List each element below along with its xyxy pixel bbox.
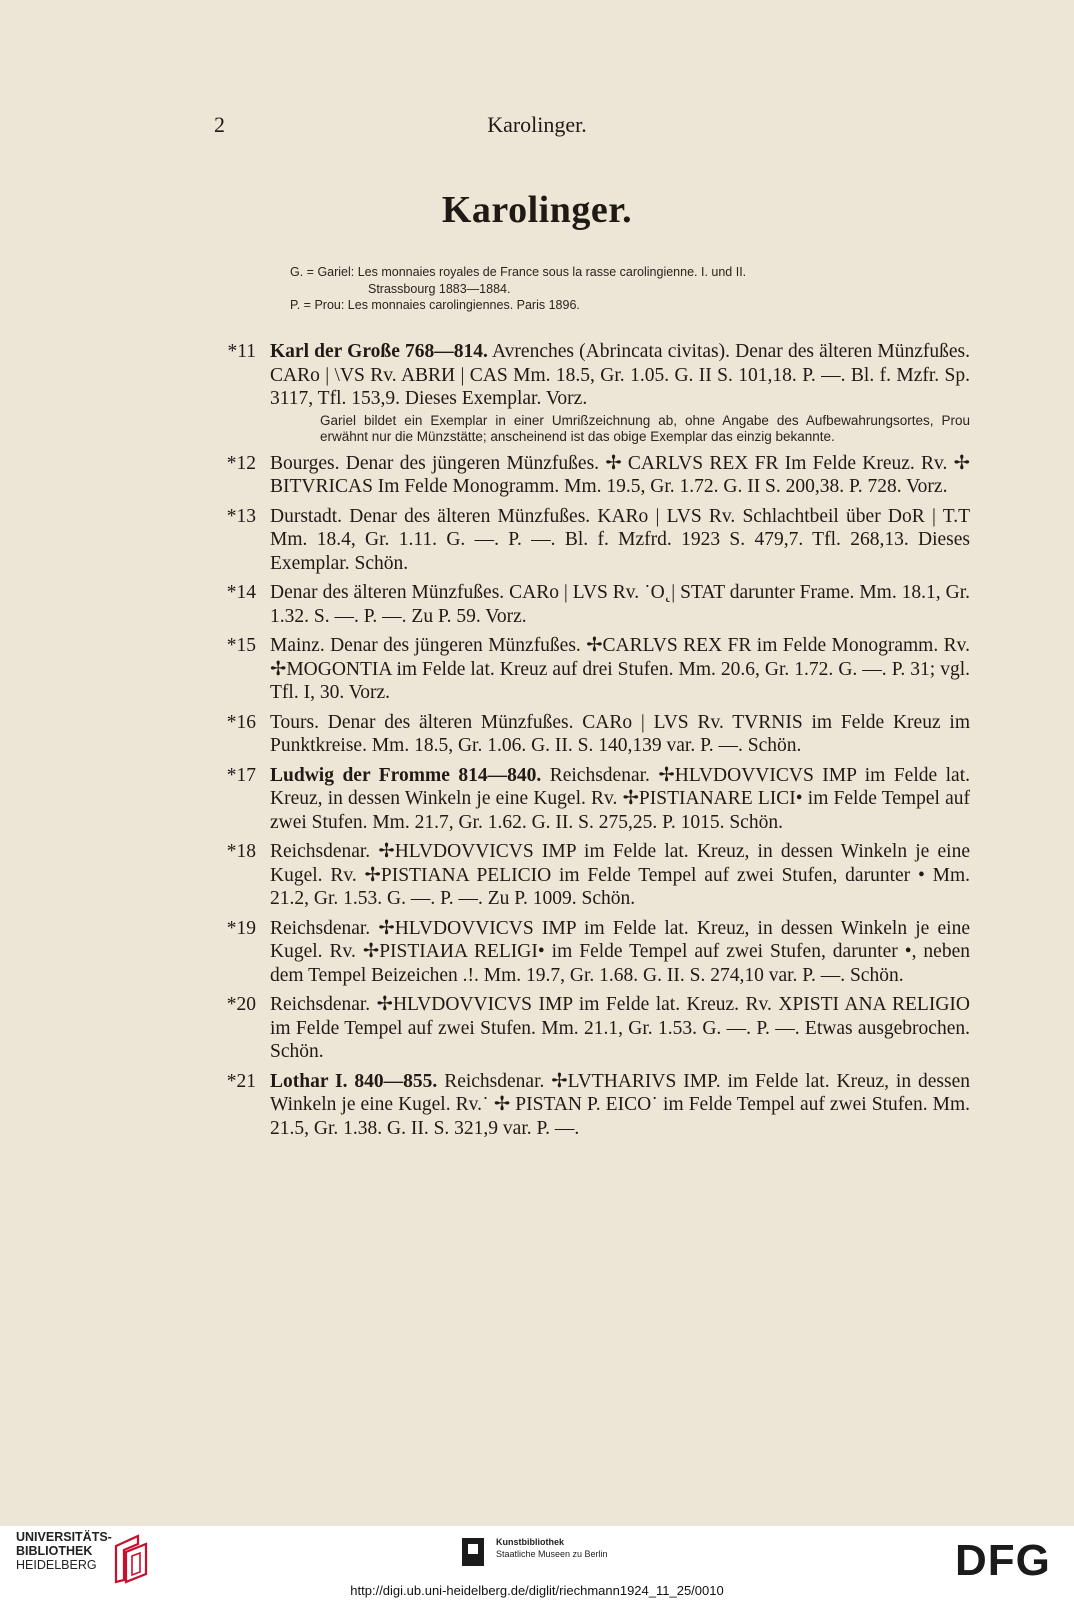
library-line: HEIDELBERG: [16, 1558, 97, 1572]
entry-description: Mainz. Denar des jüngeren Münzfußes. ✢CARLVS REX FR im Felde Monogramm. Rv. ✢MOGONTIA im Felde lat. Kreuz auf drei Stufen. Mm. 20.6, Gr. 1.72. G. —. P. 31; vgl. Tfl. I, 30. Vorz.: [270, 635, 970, 703]
entry-number: *15: [226, 635, 256, 656]
ruler-heading: Karl der Große 768—814.: [270, 341, 488, 362]
entry-number: *11: [227, 341, 256, 362]
entry-description: Reichsdenar. ✢LVTHARIVS IMP. im Felde lat. Kreuz, in dessen Winkeln je eine Kugel. Rv.˙ ✢ PISTAN P. EICO˙ im Felde Tempel auf zwei Stufen. Mm. 21.5, Gr. 1.38. G. II. S. 321,9 var. P. —.: [270, 1070, 970, 1139]
kb-line: Kunstbibliothek: [496, 1537, 564, 1547]
entry-description: Reichsdenar. ✢HLVDOVVICVS IMP im Felde lat. Kreuz. Rv. XPISTI ANA RELIGIO im Felde Tempel auf zwei Stufen. Mm. 21.1, Gr. 1.53. G. —. P. —. Etwas ausgebrochen. Schön.: [270, 994, 970, 1062]
entry-number: *14: [226, 582, 256, 603]
running-title: Karolinger.: [487, 112, 587, 137]
entry-number: *16: [226, 711, 256, 733]
entry-number: *20: [226, 994, 256, 1015]
entry-text: [270, 1070, 970, 1141]
entry-text: [270, 452, 970, 499]
library-line: UNIVERSITÄTS-: [16, 1530, 112, 1544]
entry-description: Reichsdenar. ✢HLVDOVVICVS IMP im Felde lat. Kreuz, in dessen Winkeln je eine Kugel. Rv. ✢PISTIANA PELICIO im Felde Tempel auf zwei Stufen, darunter • Mm. 21.2, Gr. 1.53. G. —. P. —. Zu P. 1009. Schön.: [270, 841, 970, 909]
catalog-entry: [210, 505, 970, 576]
university-library-logo-text: [16, 1530, 112, 1572]
entry-number: *17: [226, 764, 256, 786]
page-number: 2: [214, 112, 225, 137]
catalog-entry: [210, 634, 970, 705]
library-line: BIBLIOTHEK: [16, 1544, 93, 1558]
reference-line: P. = Prou: Les monnaies carolingiennes. Paris 1896.: [290, 298, 580, 312]
catalog-entry: [210, 840, 970, 911]
page-title: Karolinger.: [441, 189, 633, 231]
entry-description: Reichsdenar. ✢HLVDOVVICVS IMP im Felde lat. Kreuz, in dessen Winkeln je eine Kugel. Rv. ✢PISTIAИA RELIGI• im Felde Tempel auf zwei Stufen, darunter •, neben dem Tempel Beizeichen .!. Mm. 19.7, Gr. 1.68. G. II. S. 274,10 var. P. —. Schön.: [270, 917, 970, 986]
catalog-entry: [210, 1070, 970, 1141]
entry-text: [270, 711, 970, 758]
catalog-entry: [210, 993, 970, 1064]
entry-text: [270, 340, 970, 411]
running-header: [0, 112, 1074, 142]
entry-description: Tours. Denar des älteren Münzfußes. CARo | LVS Rv. TVRNIS im Felde Kreuz im Punktkreise. Mm. 18.5, Gr. 1.06. G. II. S. 140,139 var. P. —. Schön.: [270, 711, 970, 756]
entry-description: Bourges. Denar des jüngeren Münzfußes. ✢ CARLVS REX FR Im Felde Kreuz. Rv. ✢ BITVRICAS Im Felde Monogramm. Mm. 19.5, Gr. 1.72. G. II S. 200,38. P. 728. Vorz.: [270, 452, 970, 497]
entry-description: Reichsdenar. ✢HLVDOVVICVS IMP im Felde lat. Kreuz, in dessen Winkeln je eine Kugel. Rv. ✢PISTIANARE LICI• im Felde Tempel auf zwei Stufen. Mm. 21.7, Gr. 1.62. G. II. S. 275,25. P. 1015. Schön.: [270, 764, 970, 833]
kb-line: Staatliche Museen zu Berlin: [496, 1549, 608, 1559]
catalog-entry: [210, 764, 970, 835]
entry-number: *12: [226, 452, 256, 474]
entry-description: Denar des älteren Münzfußes. CARo | LVS Rv. ˙O˛| STAT darunter Frame. Mm. 18.1, Gr. 1.32. S. —. P. —. Zu P. 59. Vorz.: [270, 582, 970, 627]
entry-number: *19: [226, 917, 256, 939]
entry-text: [270, 917, 970, 988]
catalog-entries: [210, 340, 970, 1146]
entry-text: [270, 634, 970, 705]
catalog-entry: [210, 340, 970, 446]
entry-note: Gariel bildet ein Exemplar in einer Umrißzeichnung ab, ohne Angabe des Aufbewahrungsortes, Prou erwähnt nur die Münzstätte; anscheinend ist das obige Exemplar das einzig bekannte.: [320, 412, 970, 444]
catalog-entry: [210, 711, 970, 758]
catalog-entry: [210, 917, 970, 988]
entry-text: [270, 840, 970, 911]
reference-line: Strassbourg 1883—1884.: [368, 281, 511, 296]
catalog-entry: [210, 581, 970, 628]
entry-description: Durstadt. Denar des älteren Münzfußes. KARo | LVS Rv. Schlachtbeil über DoR | T.T Mm. 18.4, Gr. 1.11. G. —. P. —. Bl. f. Mzfrd. 1923 S. 479,7. Tfl. 268,13. Dieses Exemplar. Schön.: [270, 505, 970, 574]
kunstbibliothek-text: [496, 1536, 608, 1560]
ruler-heading: Ludwig der Fromme 814—840.: [270, 764, 542, 786]
references-block: [290, 264, 910, 314]
source-url[interactable]: http://digi.ub.uni-heidelberg.de/diglit/riechmann1924_11_25/0010: [350, 1583, 724, 1598]
entry-number: *13: [226, 505, 256, 527]
entry-text: [270, 993, 970, 1064]
entry-number: *18: [226, 841, 256, 862]
entry-description: Avrenches (Abrincata civitas). Denar des älteren Münzfußes. CARo | \VS Rv. ABRИ | CAS Mm. 18.5, Gr. 1.05. G. II S. 101,18. P. —. Bl. f. Mzfr. Sp. 3117, Tfl. 153,9. Dieses Exemplar. Vorz.: [270, 341, 970, 409]
entry-number: *21: [226, 1070, 256, 1092]
university-library-logo-icon: [112, 1534, 150, 1584]
dfg-logo: DFG: [955, 1536, 1051, 1585]
catalog-entry: [210, 452, 970, 499]
ruler-heading: Lothar I. 840—855.: [270, 1070, 438, 1092]
entry-text: [270, 764, 970, 835]
entry-text: [270, 505, 970, 576]
reference-line: G. = Gariel: Les monnaies royales de France sous la rasse carolingienne. I. und II.: [290, 265, 747, 279]
kunstbibliothek-logo-icon: [460, 1536, 486, 1568]
entry-text: [270, 581, 970, 628]
